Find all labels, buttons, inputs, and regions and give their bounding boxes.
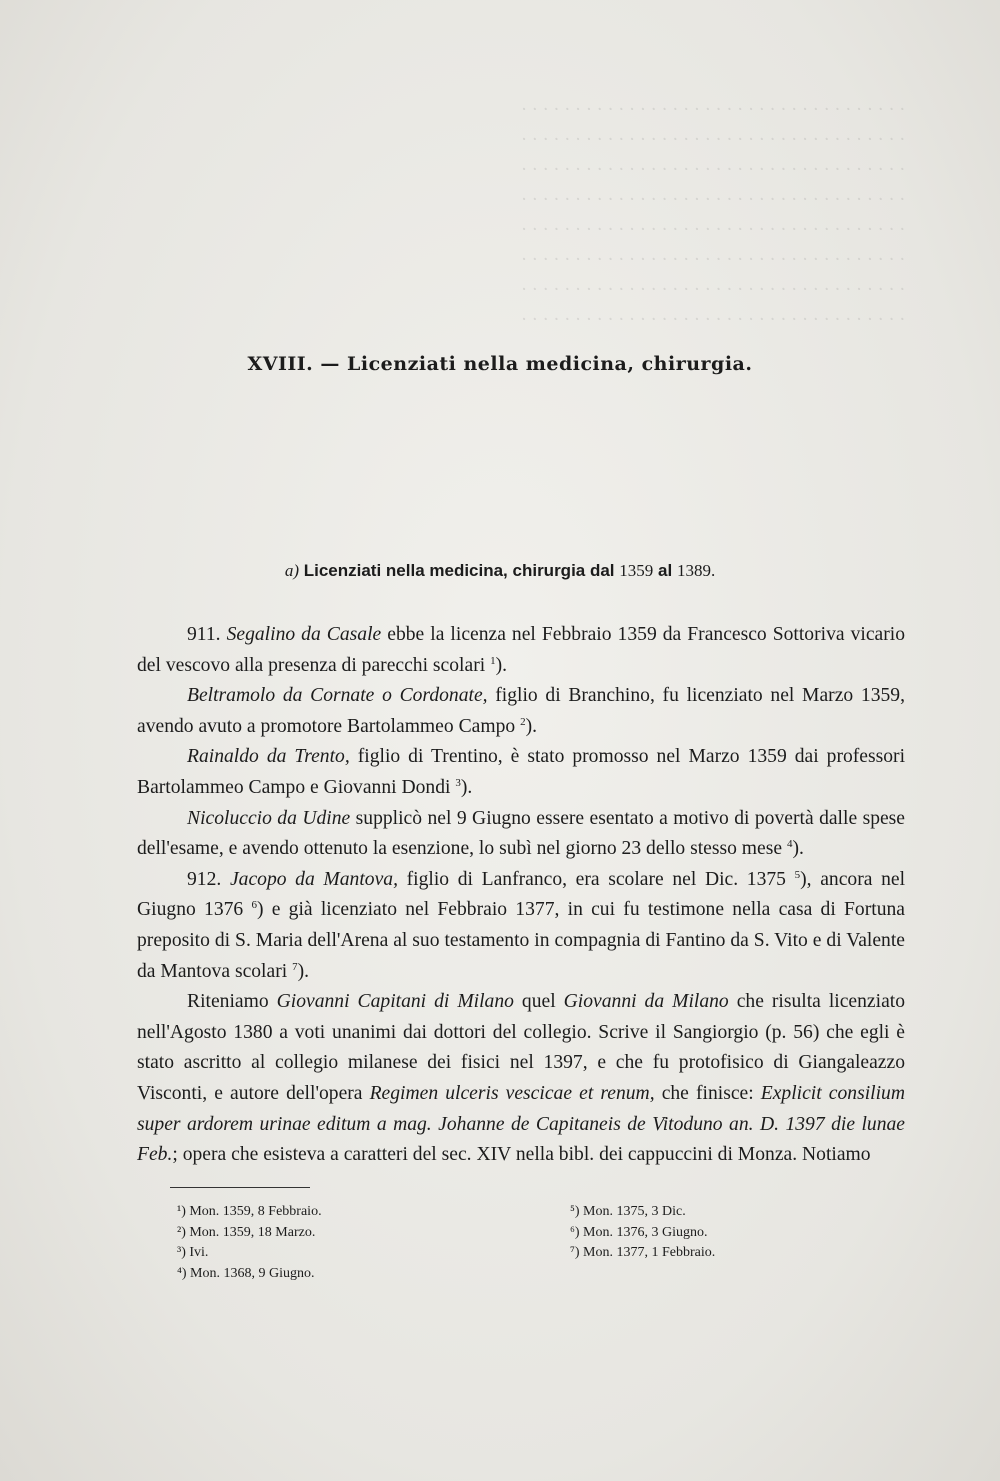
text-run: ; opera che esisteva a caratteri del sec. XIV nella bibl. dei cappuccini di Monza. Notiamo [172,1144,871,1166]
italic-name: Beltramolo da Cornate o Cordonate, [187,685,488,707]
italic-name: Explicit consilium super ardorem urinae editum a mag. Johanne de Capitaneis de Vitoduno an. D. 1397 die lunae Feb. [137,1082,905,1166]
text-run: che finisce: [654,1082,761,1104]
text-run: ). [525,715,538,737]
text-run: che risulta licenziato nell'Agosto 1380 a voti unanimi dai dottori del collegio. Scrive il Sangiorgio (p. 56) che egli è stato ascritto al collegio milanese dei fisici nel 1397, e che fu protofisico di Giangaleazzo Visconti, e autore dell'opera [137,991,906,1104]
footnote-ref: 1 [490,654,496,667]
italic-name: Nicoluccio da Udine [187,807,351,829]
italic-name: Giovanni da Milano [563,991,729,1013]
footnote-ref: 5 [794,868,801,881]
text-run: ). [495,654,507,676]
paragraph [137,681,905,742]
italic-name: Rainaldo da Trento, [187,746,350,768]
text-run: supplicò nel 9 Giugno essere esentato a motivo di povertà dalle spese dell'esame, e avendo ottenuto la esenzione, lo subì nel giorno 23 dello stesso mese [137,807,906,860]
footnote-ref: 6 [251,899,257,912]
section-heading: XVIII. — Licenziati nella medicina, chirurgia. [247,353,753,375]
footnote-ref: 7 [292,960,298,973]
text-run: ), ancora nel Giugno 1376 [137,868,906,921]
subsection-year-from: 1359 [619,561,654,580]
footnote: ⁶) Mon. 1376, 3 Giugno. [570,1224,708,1240]
text-run: 912. [187,868,230,890]
footnote-ref: 4 [786,838,793,851]
bleed-through-text: · · · · · · · · · · · · · · · · · · · · · · · · · · · · · · · · · · · · · · · · · · · · · · · · · · · · · · · · · · · · · · · · · · · · · · · · · · · · · · · · · · · · · · · · · · · · · · · · · · · · · · · · · · · · · · · · · · · · · · · · · · · · · · · · · · · · · · · · · · · · · · · · · · · · · · · · · · · · · · · · · · · · · · · · · · · · · · · · · · · · · · · · · · · · · · · · · · · · · · · · · · · · · · · · · · · · · · · · · · · · · · · · · · · · · · · · · · · · · · · · · · · · · · · · · · · · · · · · · · · · · · · · · · · · · · · · · · · · · · · · · · · · · · · · [521,100,905,330]
text-run: Riteniamo [187,991,277,1013]
text-run: ). [460,776,473,798]
italic-name: Segalino da Casale [226,624,382,645]
text-run: ebbe la licenza nel Febbraio 1359 da Francesco Sottoriva vicario del vescovo alla presenza di parecchi scolari [137,624,905,676]
paragraph [137,987,905,1171]
subsection-connector: al [658,561,673,580]
subsection-year-to: 1389. [676,561,716,580]
footnote: ⁴) Mon. 1368, 9 Giugno. [177,1265,315,1281]
text-run: quel [513,991,564,1013]
paragraph [137,865,905,987]
footnote: ²) Mon. 1359, 18 Marzo. [177,1224,316,1240]
subsection-title: Licenziati nella medicina, chirurgia dal [303,561,615,580]
body-text [137,620,905,1171]
italic-name: Giovanni Capitani di Milano [276,991,514,1013]
subsection-heading [0,561,1000,581]
text-run: figlio di Branchino, fu licenziato nel Marzo 1359, avendo avuto a promotore Bartolammeo Campo [137,685,905,737]
footnotes-left-column [177,1202,322,1284]
footnote: ⁵) Mon. 1375, 3 Dic. [570,1204,686,1219]
text-run: ) e già licenziato nel Febbraio 1377, in cui fu testimone nella casa di Fortuna preposito di S. Maria dell'Arena al suo testamento in compagnia di Fantino da S. Vito e di Valente da Mantova scolari [137,899,905,982]
text-run: 911. [187,624,227,645]
subsection-label: a) [284,561,299,580]
footnote: ⁷) Mon. 1377, 1 Febbraio. [570,1245,716,1260]
italic-name: Regimen ulceris vescicae et renum, [369,1082,655,1104]
text-run: figlio di Trentino, è stato promosso nel Marzo 1359 dai professori Bartolammeo Campo e Giovanni Dondi [137,746,906,798]
text-run: figlio di Lanfranco, era scolare nel Dic. 1375 [397,868,795,890]
text-run: ). [297,960,310,982]
footnote-ref: 3 [455,776,461,789]
paragraph [137,620,905,681]
footnote: ³) Ivi. [177,1245,209,1260]
footnotes-right-column [570,1202,715,1264]
italic-name: Jacopo da Mantova, [229,868,398,890]
paragraph [137,804,905,865]
footnote-divider [170,1187,310,1188]
paragraph [137,742,905,803]
footnote-ref: 2 [520,715,526,728]
text-run: ). [792,838,804,860]
footnote: ¹) Mon. 1359, 8 Febbraio. [177,1204,322,1219]
